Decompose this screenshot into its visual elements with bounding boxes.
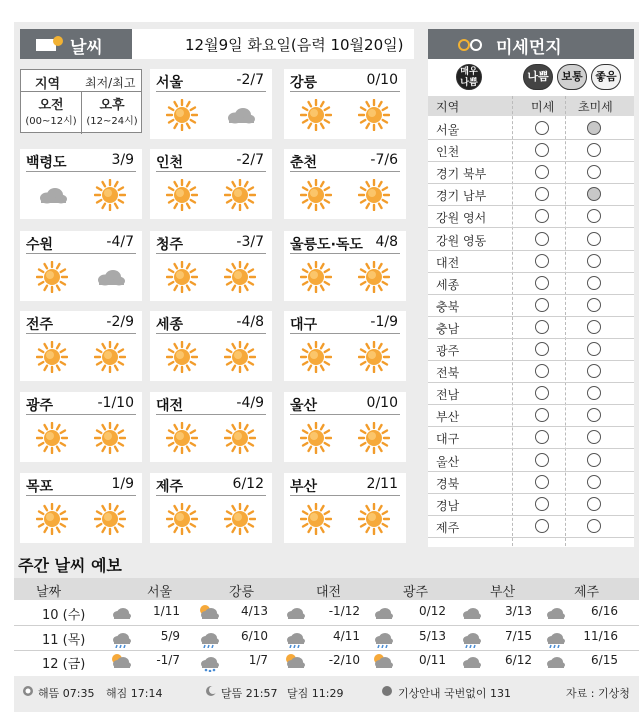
city-name: 강릉: [290, 75, 318, 91]
sun-icon: [224, 261, 256, 293]
cell-separator: [26, 253, 136, 254]
dust-row: [428, 140, 634, 162]
city-name: 대전: [156, 398, 184, 414]
weekly-head-city: 광주: [403, 585, 429, 600]
sun-icon: [166, 422, 198, 454]
cell-separator: [290, 171, 400, 172]
weekly-temp: 11/16: [583, 628, 618, 643]
cell-separator: [290, 333, 400, 334]
city-cell: [284, 311, 406, 381]
city-name: 울릉도·독도: [290, 237, 363, 253]
weather-date: 12월9일 화요일(음력 10월20일): [185, 36, 404, 54]
sun-icon: [166, 179, 198, 211]
city-name: 수원: [26, 237, 54, 253]
pm10-indicator: [535, 121, 549, 135]
cloud-icon: [284, 603, 306, 623]
weekly-temp: -2/10: [328, 653, 360, 667]
city-cell: [20, 392, 142, 462]
city-temp: -4/8: [236, 314, 264, 330]
city-name: 울산: [290, 398, 318, 414]
pm25-indicator: [587, 430, 601, 444]
dust-region: 경남: [436, 498, 460, 513]
pm10-indicator: [535, 342, 549, 356]
moon-icon: [205, 685, 217, 697]
moonrise-time: 달뜸 21:57: [221, 687, 278, 700]
dust-row: [428, 118, 634, 140]
grade-good: 좋음: [591, 64, 621, 90]
pm10-indicator: [535, 254, 549, 268]
weekly-table-header: [14, 578, 639, 600]
pm10-indicator: [535, 209, 549, 223]
city-name: 제주: [156, 479, 184, 495]
cloud-icon: [110, 603, 132, 623]
dust-header: [428, 29, 634, 59]
weekly-row: [14, 626, 639, 651]
legend-pm: 오후: [99, 98, 125, 113]
cloud-icon: [224, 99, 256, 131]
dust-region: 전남: [436, 388, 460, 403]
cell-separator: [156, 414, 266, 415]
pm10-indicator: [535, 453, 549, 467]
city-name: 광주: [26, 398, 54, 414]
weekly-temp: 6/15: [591, 653, 618, 667]
sun-icon: [36, 261, 68, 293]
weekly-temp: -1/12: [328, 604, 360, 618]
dust-region: 경북: [436, 476, 460, 491]
weekly-temp: 6/16: [591, 604, 618, 618]
city-cell: [150, 231, 272, 301]
cell-separator: [156, 171, 266, 172]
cell-separator: [26, 333, 136, 334]
sun-icon: [36, 422, 68, 454]
phone-icon: [381, 685, 393, 697]
pm10-indicator: [535, 386, 549, 400]
cell-separator: [156, 333, 266, 334]
cell-separator: [156, 495, 266, 496]
rain-icon: [198, 628, 220, 648]
city-temp: -1/10: [97, 395, 134, 411]
pm10-indicator: [535, 519, 549, 533]
sun-icon: [36, 503, 68, 535]
dust-row: [428, 405, 634, 427]
weekly-head-city: 부산: [490, 585, 516, 600]
city-name: 전주: [26, 317, 54, 333]
sun-cloud-icon: [36, 35, 66, 53]
cell-separator: [26, 171, 136, 172]
legend-am-range: (00~12시): [25, 116, 77, 127]
dust-row: [428, 229, 634, 251]
pm25-indicator: [587, 519, 601, 533]
grade-normal: 보통: [557, 64, 587, 90]
dust-row: [428, 516, 634, 538]
sun-icon: [36, 341, 68, 373]
dust-row: [428, 251, 634, 273]
pm10-indicator: [535, 143, 549, 157]
sun-icon: [358, 99, 390, 131]
sun-icon: [358, 341, 390, 373]
sun-icon: [224, 341, 256, 373]
sun-icon: [358, 261, 390, 293]
dust-region: 부산: [436, 410, 460, 425]
dust-region: 광주: [436, 344, 460, 358]
pm25-indicator: [587, 165, 601, 179]
city-temp: 2/11: [366, 476, 398, 492]
dust-row: [428, 184, 634, 206]
dust-row-divider: [428, 537, 634, 538]
dust-row: [428, 450, 634, 472]
weekly-head-city: 서울: [147, 585, 173, 600]
pm25-indicator: [587, 320, 601, 334]
city-cell: [20, 311, 142, 381]
sun-icon: [166, 261, 198, 293]
pm10-indicator: [535, 320, 549, 334]
weekly-date: 12 (금): [42, 657, 86, 672]
city-cell: [284, 231, 406, 301]
city-temp: 1/9: [111, 476, 134, 492]
pm25-indicator: [587, 143, 601, 157]
footer: [14, 676, 639, 708]
city-name: 서울: [156, 75, 184, 91]
dust-region: 경기 남부: [436, 189, 487, 204]
city-temp: 0/10: [366, 395, 398, 411]
weekly-temp: -1/7: [156, 653, 180, 667]
weekly-head-city: 대전: [316, 585, 342, 600]
pm25-indicator: [587, 364, 601, 378]
dust-region: 세종: [436, 277, 460, 292]
dust-region: 충남: [436, 321, 460, 336]
weekly-head-date: 날짜: [36, 585, 62, 600]
city-name: 대구: [290, 317, 318, 333]
sun-icon: [94, 503, 126, 535]
city-temp: 0/10: [366, 72, 398, 88]
sun-icon: [358, 179, 390, 211]
cell-separator: [156, 253, 266, 254]
weekly-temp: 5/13: [419, 628, 446, 643]
city-temp: 3/9: [111, 152, 134, 168]
city-temp: -2/7: [236, 152, 264, 168]
pm25-indicator: [587, 342, 601, 356]
dust-region: 제주: [436, 520, 460, 535]
dust-region: 전북: [436, 366, 460, 381]
dust-row: [428, 494, 634, 516]
pm25-indicator: [587, 497, 601, 511]
dust-row: [428, 339, 634, 361]
dust-head-pm25: 초미세: [578, 100, 613, 114]
pm10-indicator: [535, 165, 549, 179]
sun-icon: [94, 422, 126, 454]
weekly-date: 11 (목): [42, 632, 86, 648]
moonset-time: 달짐 11:29: [287, 687, 344, 700]
pm25-indicator: [587, 232, 601, 246]
weekly-temp: 5/9: [160, 628, 180, 643]
rain-icon: [372, 628, 394, 648]
data-source: 자료 : 기상청: [566, 687, 630, 700]
city-temp: -2/7: [236, 72, 264, 88]
weekly-temp: 1/11: [153, 604, 180, 618]
city-name: 세종: [156, 317, 184, 333]
city-name: 청주: [156, 237, 184, 253]
pm10-indicator: [535, 276, 549, 290]
dust-row: [428, 162, 634, 184]
weekly-temp: 6/10: [241, 628, 268, 643]
rain-icon: [284, 628, 306, 648]
pm10-indicator: [535, 298, 549, 312]
snow-icon: [198, 652, 220, 672]
cloud-icon: [460, 603, 482, 623]
weather-header: [20, 29, 414, 59]
dust-row: [428, 472, 634, 494]
city-cell: [150, 473, 272, 543]
city-temp: -1/9: [370, 314, 398, 330]
partly-icon: [284, 652, 306, 672]
dust-region: 인천: [436, 145, 460, 160]
sun-icon: [300, 179, 332, 211]
grade-very-bad: 매우 나쁨: [456, 64, 482, 90]
pm25-indicator: [587, 121, 601, 135]
weather-title: 날씨: [70, 38, 103, 58]
sun-icon: [300, 503, 332, 535]
sun-icon: [224, 503, 256, 535]
city-cell: [150, 69, 272, 139]
rain-icon: [460, 628, 482, 648]
dust-region: 충북: [436, 299, 460, 314]
pm10-indicator: [535, 430, 549, 444]
pm25-indicator: [587, 386, 601, 400]
legend-header-row: [21, 70, 141, 92]
partly-icon: [372, 652, 394, 672]
dust-region: 강원 영서: [436, 211, 487, 226]
pm10-indicator: [535, 475, 549, 489]
dust-title: 미세먼지: [496, 38, 562, 58]
legend-am: 오전: [38, 98, 64, 113]
city-temp: 4/8: [375, 234, 398, 250]
dust-row: [428, 295, 634, 317]
sun-icon: [166, 99, 198, 131]
city-name: 부산: [290, 479, 318, 495]
pm25-indicator: [587, 453, 601, 467]
sunrise-time: 해뜸 07:35: [38, 687, 95, 700]
city-cell: [150, 392, 272, 462]
dust-head-region: 지역: [436, 100, 460, 114]
cell-separator: [290, 414, 400, 415]
city-temp: -7/6: [370, 152, 398, 168]
sun-icon: [224, 422, 256, 454]
dust-region: 경기 북부: [436, 167, 487, 182]
sun-icon: [166, 503, 198, 535]
city-cell: [20, 149, 142, 219]
pm25-indicator: [587, 475, 601, 489]
dust-row: [428, 383, 634, 405]
city-cell: [284, 69, 406, 139]
weekly-temp: 1/7: [248, 653, 268, 667]
pm10-indicator: [535, 232, 549, 246]
pm10-indicator: [535, 497, 549, 511]
legend-pm-range: (12~24시): [86, 116, 138, 127]
dust-row: [428, 273, 634, 295]
dust-region: 강원 영동: [436, 233, 487, 248]
weekly-date: 10 (수): [42, 608, 86, 623]
dust-region: 울산: [436, 454, 460, 469]
cell-separator: [290, 91, 400, 92]
legend-minmax: 최저/최고: [85, 76, 136, 90]
dust-row: [428, 206, 634, 228]
sun-icon: [166, 341, 198, 373]
weather-info-line: 기상안내 국번없이 131: [398, 687, 511, 700]
city-name: 목포: [26, 479, 54, 495]
cell-separator: [26, 495, 136, 496]
pm25-indicator: [587, 298, 601, 312]
pm10-indicator: [535, 408, 549, 422]
pm25-indicator: [587, 209, 601, 223]
weekly-temp: 0/12: [419, 604, 446, 618]
city-cell: [284, 473, 406, 543]
pm25-indicator: [587, 187, 601, 201]
partly-icon: [198, 603, 220, 623]
sunset-time: 해짐 17:14: [106, 687, 163, 700]
weekly-head-city: 강릉: [229, 585, 255, 600]
cloud-icon: [544, 652, 566, 672]
legend-region: 지역: [35, 77, 61, 92]
city-cell: [150, 149, 272, 219]
pm25-indicator: [587, 276, 601, 290]
rain-icon: [544, 628, 566, 648]
cloud-icon: [36, 179, 68, 211]
grade-bad: 나쁨: [523, 64, 553, 90]
partly-icon: [110, 652, 132, 672]
dust-row: [428, 361, 634, 383]
pm10-indicator: [535, 364, 549, 378]
dust-region: 대전: [436, 255, 460, 270]
city-temp: -3/7: [236, 234, 264, 250]
dust-row: [428, 317, 634, 339]
sun-icon: [358, 422, 390, 454]
sun-icon: [300, 99, 332, 131]
pm10-indicator: [535, 187, 549, 201]
city-temp: -4/7: [106, 234, 134, 250]
rain-icon: [110, 628, 132, 648]
sun-icon: [300, 261, 332, 293]
city-temp: -2/9: [106, 314, 134, 330]
cloud-icon: [94, 261, 126, 293]
cell-separator: [26, 414, 136, 415]
weekly-head-city: 제주: [574, 585, 600, 600]
weekly-title: 주간 날씨 예보: [18, 556, 122, 575]
city-cell: [20, 473, 142, 543]
cell-separator: [156, 91, 266, 92]
dust-table-header: [428, 96, 634, 116]
cell-separator: [290, 253, 400, 254]
city-cell: [20, 231, 142, 301]
city-cell: [284, 149, 406, 219]
pm25-indicator: [587, 408, 601, 422]
sun-icon: [300, 422, 332, 454]
weather-title-box: [20, 29, 132, 59]
sun-icon: [22, 685, 34, 697]
city-name: 인천: [156, 155, 184, 171]
city-temp: 6/12: [232, 476, 264, 492]
sun-icon: [358, 503, 390, 535]
weekly-temp: 4/11: [333, 628, 360, 643]
dust-icon: [456, 37, 488, 53]
city-name: 백령도: [26, 155, 67, 171]
cloud-icon: [460, 652, 482, 672]
sun-icon: [300, 341, 332, 373]
weekly-temp: 0/11: [419, 653, 446, 667]
weekly-row: [14, 601, 639, 626]
dust-head-pm10: 미세: [531, 100, 555, 114]
city-cell: [284, 392, 406, 462]
city-name: 춘천: [290, 155, 318, 171]
weekly-temp: 7/15: [505, 628, 532, 643]
sun-icon: [224, 179, 256, 211]
dust-row: [428, 427, 634, 449]
weekly-temp: 6/12: [505, 653, 532, 667]
dust-region: 서울: [436, 123, 460, 137]
city-temp: -4/9: [236, 395, 264, 411]
cell-separator: [290, 495, 400, 496]
weekly-temp: 3/13: [505, 604, 532, 618]
pm25-indicator: [587, 254, 601, 268]
cloud-icon: [372, 603, 394, 623]
weekly-row: [14, 650, 639, 675]
sun-icon: [94, 341, 126, 373]
weather-legend: [20, 69, 142, 133]
cloud-icon: [544, 603, 566, 623]
city-cell: [150, 311, 272, 381]
weekly-temp: 4/13: [241, 604, 268, 618]
sun-icon: [94, 179, 126, 211]
dust-region: 대구: [436, 432, 460, 447]
